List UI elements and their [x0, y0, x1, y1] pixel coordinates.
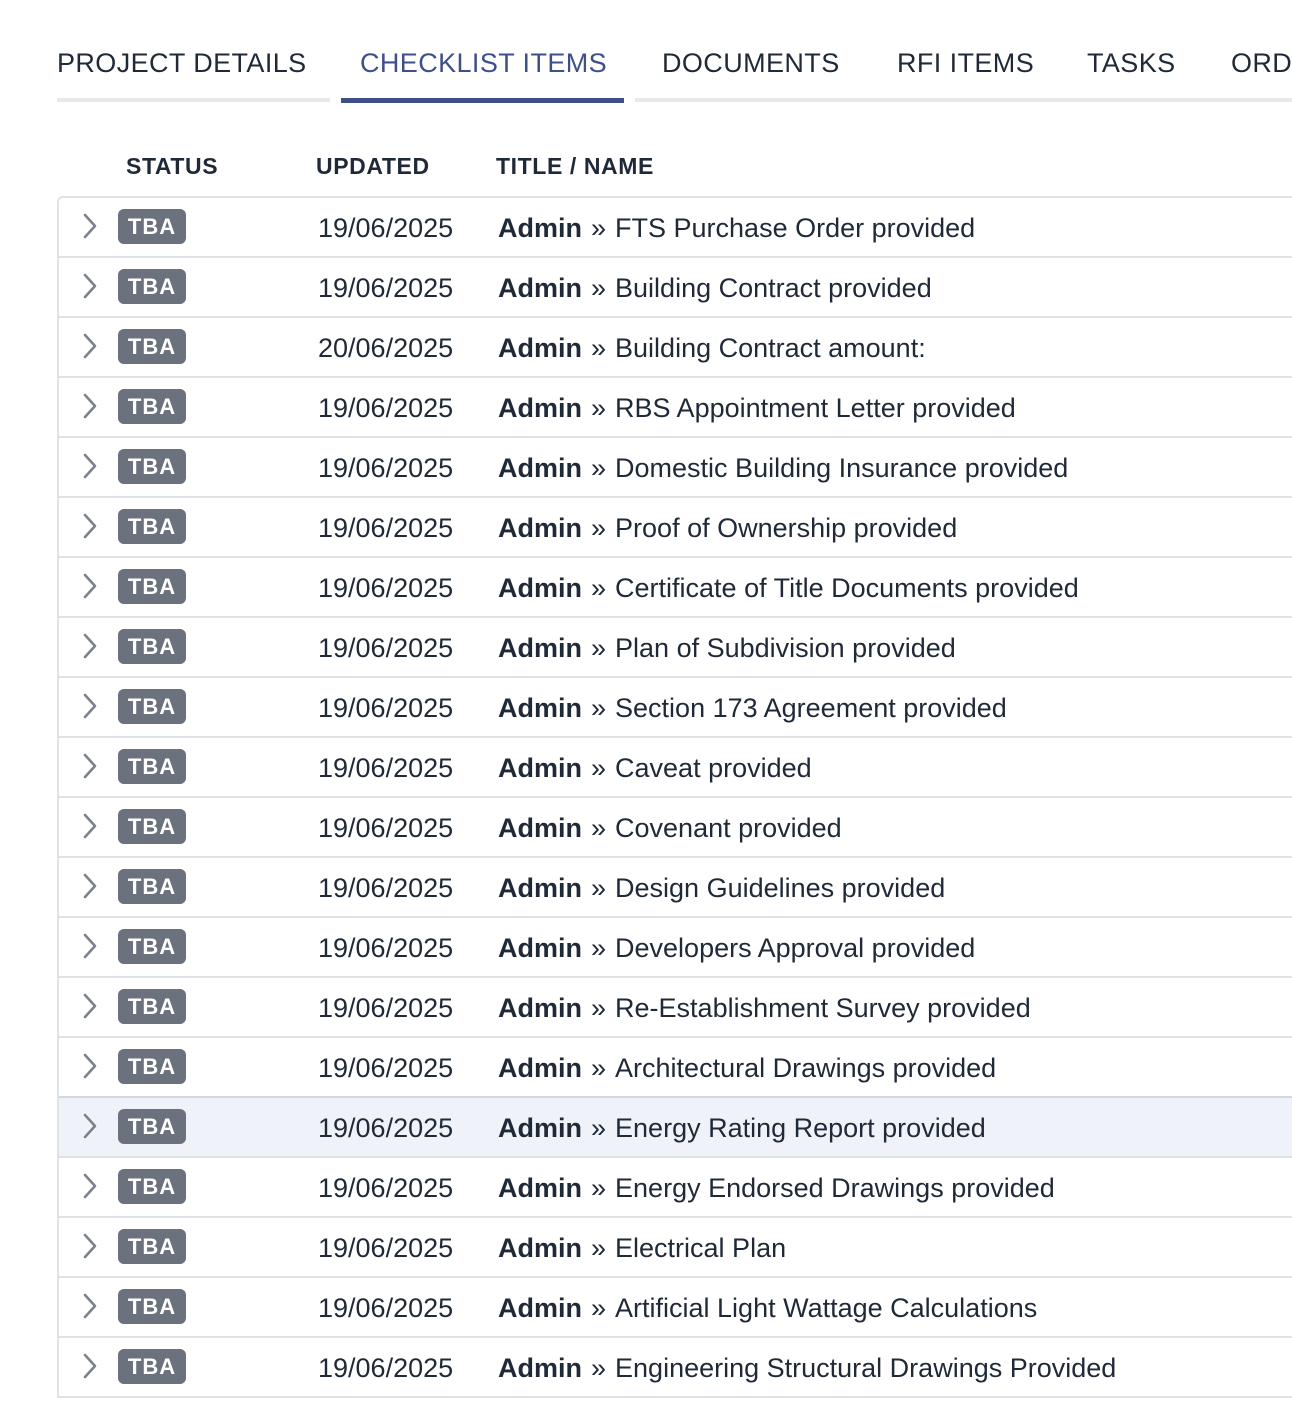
- item-category: Admin: [498, 1053, 582, 1083]
- item-title: [498, 332, 926, 364]
- updated-date: 19/06/2025: [318, 273, 454, 303]
- chevron-right-icon[interactable]: [79, 752, 101, 780]
- updated-date: 19/06/2025: [318, 1173, 454, 1203]
- table-row[interactable]: [59, 858, 1292, 918]
- breadcrumb-separator: »: [591, 1353, 607, 1383]
- status-badge: TBA: [118, 1109, 186, 1144]
- tab-checklist-items[interactable]: [341, 0, 624, 104]
- item-name: Energy Endorsed Drawings provided: [615, 1173, 1055, 1203]
- table-row[interactable]: [59, 378, 1292, 438]
- item-title: [498, 1112, 986, 1144]
- item-category: Admin: [498, 1353, 582, 1383]
- breadcrumb-separator: »: [591, 933, 607, 963]
- chevron-right-icon[interactable]: [79, 332, 101, 360]
- chevron-right-icon[interactable]: [79, 1292, 101, 1320]
- chevron-right-icon[interactable]: [79, 1352, 101, 1380]
- item-name: Plan of Subdivision provided: [615, 633, 956, 663]
- updated-date: 19/06/2025: [318, 453, 454, 483]
- status-badge: TBA: [118, 809, 186, 844]
- updated-date: 19/06/2025: [318, 933, 454, 963]
- updated-date: 19/06/2025: [318, 1233, 454, 1263]
- tab-label: PROJECT DETAILS: [57, 48, 307, 78]
- item-name: Certificate of Title Documents provided: [615, 573, 1079, 603]
- tab-label: ORD: [1231, 48, 1292, 78]
- item-title: [498, 452, 1068, 484]
- table-row[interactable]: [59, 918, 1292, 978]
- item-name: Developers Approval provided: [615, 933, 976, 963]
- item-category: Admin: [498, 933, 582, 963]
- chevron-right-icon[interactable]: [79, 632, 101, 660]
- status-badge: TBA: [118, 1289, 186, 1324]
- item-title: [498, 512, 957, 544]
- item-title: [498, 632, 956, 664]
- updated-date: 19/06/2025: [318, 513, 454, 543]
- column-header-updated[interactable]: UPDATED: [316, 153, 430, 179]
- item-category: Admin: [498, 873, 582, 903]
- chevron-right-icon[interactable]: [79, 512, 101, 540]
- updated-date: 19/06/2025: [318, 813, 454, 843]
- item-category: Admin: [498, 1293, 582, 1323]
- item-title: [498, 1352, 1116, 1384]
- updated-date: 19/06/2025: [318, 873, 454, 903]
- item-category: Admin: [498, 633, 582, 663]
- tab-underline-active: [341, 98, 624, 103]
- tab-orders[interactable]: [1231, 0, 1292, 104]
- item-name: Electrical Plan: [615, 1233, 787, 1263]
- item-name: Proof of Ownership provided: [615, 513, 958, 543]
- updated-date: 19/06/2025: [318, 213, 454, 243]
- status-badge: TBA: [118, 1349, 186, 1384]
- status-badge: TBA: [118, 389, 186, 424]
- table-row[interactable]: [59, 978, 1292, 1038]
- item-category: Admin: [498, 513, 582, 543]
- chevron-right-icon[interactable]: [79, 992, 101, 1020]
- item-name: Building Contract amount:: [615, 333, 926, 363]
- tab-label: TASKS: [1087, 48, 1176, 78]
- breadcrumb-separator: »: [591, 813, 607, 843]
- item-title: [498, 1232, 786, 1264]
- table-row[interactable]: [59, 1038, 1292, 1098]
- item-category: Admin: [498, 693, 582, 723]
- table-row[interactable]: [59, 618, 1292, 678]
- table-row[interactable]: [59, 798, 1292, 858]
- status-badge: TBA: [118, 449, 186, 484]
- tab-rfi-items[interactable]: [897, 0, 1047, 104]
- item-name: Caveat provided: [615, 753, 812, 783]
- item-name: FTS Purchase Order provided: [615, 213, 976, 243]
- status-badge: TBA: [118, 569, 186, 604]
- breadcrumb-separator: »: [591, 1233, 607, 1263]
- breadcrumb-separator: »: [591, 753, 607, 783]
- table-row[interactable]: [59, 1218, 1292, 1278]
- tab-underline: [57, 98, 330, 102]
- table-row[interactable]: [59, 1158, 1292, 1218]
- table-row[interactable]: [59, 1278, 1292, 1338]
- item-category: Admin: [498, 993, 582, 1023]
- item-name: Re-Establishment Survey provided: [615, 993, 1031, 1023]
- item-name: Covenant provided: [615, 813, 842, 843]
- item-category: Admin: [498, 813, 582, 843]
- item-title: [498, 1052, 996, 1084]
- item-name: Energy Rating Report provided: [615, 1113, 986, 1143]
- updated-date: 19/06/2025: [318, 1353, 454, 1383]
- table-row[interactable]: [59, 438, 1292, 498]
- status-badge: TBA: [118, 1229, 186, 1264]
- chevron-right-icon[interactable]: [79, 572, 101, 600]
- breadcrumb-separator: »: [591, 1113, 607, 1143]
- breadcrumb-separator: »: [591, 1293, 607, 1323]
- item-category: Admin: [498, 1113, 582, 1143]
- item-category: Admin: [498, 573, 582, 603]
- item-category: Admin: [498, 213, 582, 243]
- breadcrumb-separator: »: [591, 693, 607, 723]
- updated-date: 19/06/2025: [318, 753, 454, 783]
- chevron-right-icon[interactable]: [79, 1112, 101, 1140]
- item-title: [498, 932, 975, 964]
- item-category: Admin: [498, 333, 582, 363]
- updated-date: 19/06/2025: [318, 573, 454, 603]
- breadcrumb-separator: »: [591, 993, 607, 1023]
- item-title: [498, 392, 1016, 424]
- updated-date: 19/06/2025: [318, 1293, 454, 1323]
- breadcrumb-separator: »: [591, 333, 607, 363]
- updated-date: 19/06/2025: [318, 1053, 454, 1083]
- chevron-right-icon[interactable]: [79, 272, 101, 300]
- chevron-right-icon[interactable]: [79, 452, 101, 480]
- chevron-right-icon[interactable]: [79, 692, 101, 720]
- chevron-right-icon[interactable]: [79, 1172, 101, 1200]
- updated-date: 19/06/2025: [318, 1113, 454, 1143]
- status-badge: TBA: [118, 989, 186, 1024]
- table-row[interactable]: [59, 258, 1292, 318]
- breadcrumb-separator: »: [591, 1053, 607, 1083]
- breadcrumb-separator: »: [591, 273, 607, 303]
- column-header-title[interactable]: TITLE / NAME: [496, 153, 654, 179]
- table-header: [0, 140, 1292, 194]
- item-title: [498, 1172, 1055, 1204]
- item-category: Admin: [498, 453, 582, 483]
- item-name: Section 173 Agreement provided: [615, 693, 1007, 723]
- table-row[interactable]: [59, 678, 1292, 738]
- item-name: RBS Appointment Letter provided: [615, 393, 1016, 423]
- item-title: [498, 572, 1079, 604]
- status-badge: TBA: [118, 209, 186, 244]
- tab-label: RFI ITEMS: [897, 48, 1035, 78]
- status-badge: TBA: [118, 1169, 186, 1204]
- table-row[interactable]: [59, 558, 1292, 618]
- table-row[interactable]: [59, 738, 1292, 798]
- tab-project-details[interactable]: [57, 0, 330, 104]
- breadcrumb-separator: »: [591, 213, 607, 243]
- item-title: [498, 992, 1031, 1024]
- item-category: Admin: [498, 273, 582, 303]
- table-row[interactable]: [59, 1338, 1292, 1398]
- updated-date: 19/06/2025: [318, 633, 454, 663]
- breadcrumb-separator: »: [591, 873, 607, 903]
- item-category: Admin: [498, 393, 582, 423]
- checklist-table-body: [57, 196, 1292, 1398]
- chevron-right-icon[interactable]: [79, 1052, 101, 1080]
- status-badge: TBA: [118, 329, 186, 364]
- table-row[interactable]: [59, 498, 1292, 558]
- item-category: Admin: [498, 1233, 582, 1263]
- breadcrumb-separator: »: [591, 1173, 607, 1203]
- status-badge: TBA: [118, 1049, 186, 1084]
- item-title: [498, 212, 975, 244]
- item-name: Design Guidelines provided: [615, 873, 946, 903]
- updated-date: 20/06/2025: [318, 333, 454, 363]
- status-badge: TBA: [118, 509, 186, 544]
- breadcrumb-separator: »: [591, 633, 607, 663]
- table-row[interactable]: [59, 318, 1292, 378]
- status-badge: TBA: [118, 629, 186, 664]
- tab-label: CHECKLIST ITEMS: [360, 48, 608, 78]
- table-row[interactable]: [59, 1096, 1292, 1158]
- item-name: Domestic Building Insurance provided: [615, 453, 1069, 483]
- item-title: [498, 1292, 1037, 1324]
- item-name: Engineering Structural Drawings Provided: [615, 1353, 1117, 1383]
- column-header-status[interactable]: STATUS: [126, 153, 219, 179]
- breadcrumb-separator: »: [591, 393, 607, 423]
- item-name: Building Contract provided: [615, 273, 932, 303]
- updated-date: 19/06/2025: [318, 693, 454, 723]
- tab-tasks[interactable]: [1087, 0, 1187, 104]
- item-name: Architectural Drawings provided: [615, 1053, 997, 1083]
- chevron-right-icon[interactable]: [79, 212, 101, 240]
- status-badge: TBA: [118, 269, 186, 304]
- chevron-right-icon[interactable]: [79, 932, 101, 960]
- item-title: [498, 272, 932, 304]
- item-title: [498, 752, 812, 784]
- tab-label: DOCUMENTS: [662, 48, 840, 78]
- item-category: Admin: [498, 753, 582, 783]
- chevron-right-icon[interactable]: [79, 1232, 101, 1260]
- item-name: Artificial Light Wattage Calculations: [615, 1293, 1038, 1323]
- chevron-right-icon[interactable]: [79, 872, 101, 900]
- item-title: [498, 812, 842, 844]
- item-category: Admin: [498, 1173, 582, 1203]
- updated-date: 19/06/2025: [318, 993, 454, 1023]
- status-badge: TBA: [118, 869, 186, 904]
- table-row[interactable]: [59, 198, 1292, 258]
- status-badge: TBA: [118, 749, 186, 784]
- status-badge: TBA: [118, 689, 186, 724]
- chevron-right-icon[interactable]: [79, 812, 101, 840]
- breadcrumb-separator: »: [591, 573, 607, 603]
- status-badge: TBA: [118, 929, 186, 964]
- breadcrumb-separator: »: [591, 513, 607, 543]
- item-title: [498, 872, 945, 904]
- updated-date: 19/06/2025: [318, 393, 454, 423]
- item-title: [498, 692, 1007, 724]
- tab-documents[interactable]: [662, 0, 852, 104]
- tab-bar: [0, 0, 1292, 110]
- breadcrumb-separator: »: [591, 453, 607, 483]
- chevron-right-icon[interactable]: [79, 392, 101, 420]
